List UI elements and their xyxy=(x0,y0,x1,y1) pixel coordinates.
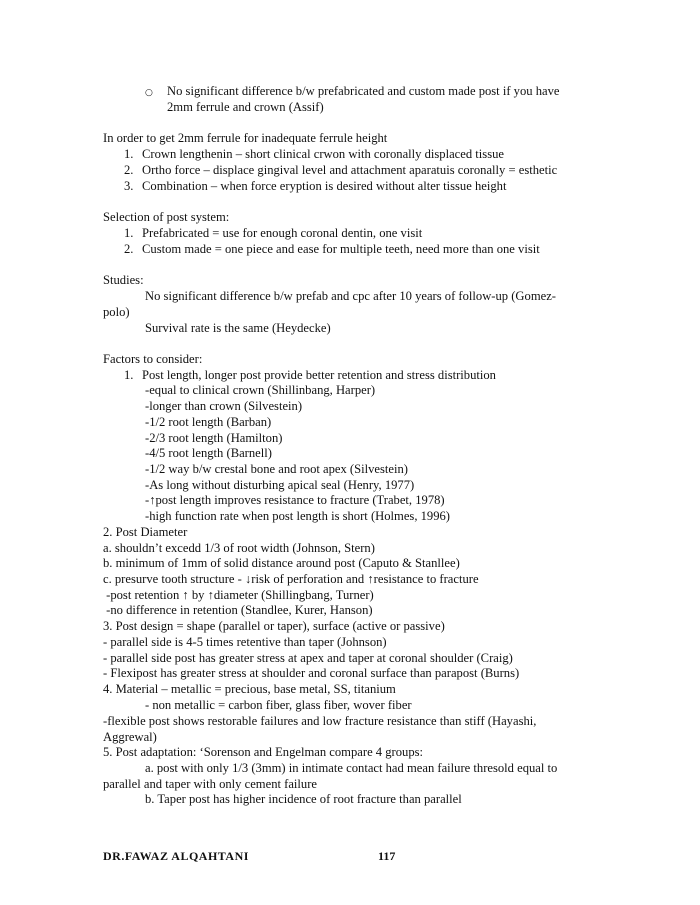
length-note: -equal to clinical crown (Shillinbang, Harper) xyxy=(145,383,376,397)
footer-author: DR.FAWAZ ALQAHTANI xyxy=(103,849,249,863)
factor-line: 2. Post Diameter xyxy=(103,525,188,539)
factor-line: - Flexipost has greater stress at shoulder and coronal surface than parapost (Burns) xyxy=(103,666,520,680)
studies-line-1: No significant difference b/w prefab and cpc after 10 years of follow-up (Gomez- xyxy=(145,289,556,303)
selection-heading: Selection of post system: xyxy=(103,210,230,224)
length-note: -longer than crown (Silvestein) xyxy=(145,399,303,413)
length-note: -1/2 way b/w crestal bone and root apex (Silvestein) xyxy=(145,462,408,476)
factor-line: -post retention ↑ by ↑diameter (Shillingbang, Turner) xyxy=(103,588,374,602)
adapt-a-line-1: a. post with only 1/3 (3mm) in intimate contact had mean failure thresold equal to xyxy=(145,761,558,775)
factor-line: -no difference in retention (Standlee, Kurer, Hanson) xyxy=(103,603,373,617)
ferrule-item-2: 2. Ortho force – displace gingival level and attachment aparatuis coronally = esthetic xyxy=(124,163,558,177)
studies-line-2: polo) xyxy=(103,305,130,319)
adapt-b-line: b. Taper post has higher incidence of root fracture than parallel xyxy=(145,792,462,806)
length-note: -1/2 root length (Barban) xyxy=(145,415,272,429)
intro-bullet-line-2: 2mm ferrule and crown (Assif) xyxy=(167,100,324,114)
intro-bullet-line-1: ○ No significant difference b/w prefabricated and custom made post if you have xyxy=(145,84,560,102)
length-note: -high function rate when post length is short (Holmes, 1996) xyxy=(145,509,450,523)
length-note: -↑post length improves resistance to fracture (Trabet, 1978) xyxy=(145,493,445,507)
flexible-line-2: Aggrewal) xyxy=(103,730,157,744)
factors-heading: Factors to consider: xyxy=(103,352,203,366)
studies-line-3: Survival rate is the same (Heydecke) xyxy=(145,321,331,335)
hollow-bullet-icon: ○ xyxy=(145,88,153,98)
factor-item-1: 1. Post length, longer post provide better retention and stress distribution xyxy=(124,368,496,382)
ferrule-heading: In order to get 2mm ferrule for inadequate ferrule height xyxy=(103,131,388,145)
ferrule-item-3: 3. Combination – when force eryption is desired without alter tissue height xyxy=(124,179,507,193)
factor-line: - parallel side post has greater stress at apex and taper at coronal shoulder (Craig) xyxy=(103,651,513,665)
length-note: -2/3 root length (Hamilton) xyxy=(145,431,283,445)
factor-line: - parallel side is 4-5 times retentive than taper (Johnson) xyxy=(103,635,387,649)
selection-item-2: 2. Custom made = one piece and ease for multiple teeth, need more than one visit xyxy=(124,242,540,256)
flexible-line-1: -flexible post shows restorable failures and low fracture resistance than stiff (Hayashi, xyxy=(103,714,537,728)
selection-item-1: 1. Prefabricated = use for enough coronal dentin, one visit xyxy=(124,226,423,240)
studies-heading: Studies: xyxy=(103,273,144,287)
length-note: -As long without disturbing apical seal (Henry, 1977) xyxy=(145,478,415,492)
adapt-a-line-2: parallel and taper with only cement failure xyxy=(103,777,318,791)
length-note: -4/5 root length (Barnell) xyxy=(145,446,272,460)
factor-line: b. minimum of 1mm of solid distance around post (Caputo & Stanllee) xyxy=(103,556,460,570)
nonmetallic-line: - non metallic = carbon fiber, glass fiber, wover fiber xyxy=(145,698,412,712)
page-number: 117 xyxy=(378,849,396,863)
ferrule-item-1: 1. Crown lengthenin – short clinical crwon with coronally displaced tissue xyxy=(124,147,504,161)
adaptation-line: 5. Post adaptation: ‘Sorenson and Engelman compare 4 groups: xyxy=(103,745,424,759)
factor-line: 4. Material – metallic = precious, base metal, SS, titanium xyxy=(103,682,396,696)
factor-line: 3. Post design = shape (parallel or taper), surface (active or passive) xyxy=(103,619,445,633)
factor-line: a. shouldn’t excedd 1/3 of root width (Johnson, Stern) xyxy=(103,541,375,555)
factor-line: c. presurve tooth structure - ↓risk of perforation and ↑resistance to fracture xyxy=(103,572,479,586)
